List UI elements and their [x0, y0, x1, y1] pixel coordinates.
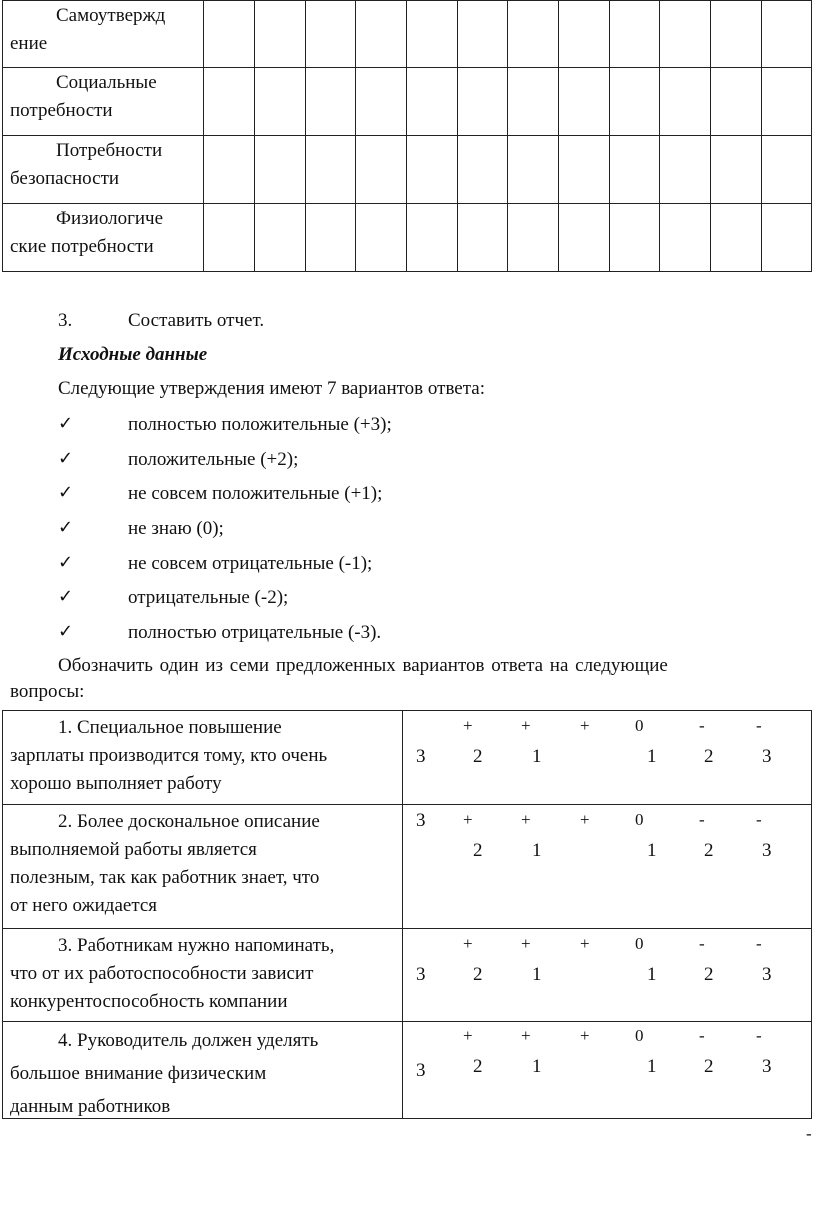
option-value[interactable]: 3 [416, 746, 426, 767]
option-sign: 0 [635, 1026, 644, 1045]
step-text: Составить отчет. [128, 310, 265, 331]
intro-text: Следующие утверждения имеют 7 вариантов ответа: [58, 378, 485, 399]
question-line: данным работников [10, 1096, 171, 1117]
option-sign: - [699, 934, 705, 953]
check-icon: ✓ [58, 621, 74, 642]
question-line: 3. Работникам нужно напоминать, [58, 935, 335, 956]
option-value[interactable]: 3 [762, 964, 772, 985]
question-text [10, 1024, 397, 1123]
needs-row-line: Потребности [56, 140, 163, 161]
option-sign: - [756, 934, 762, 953]
option-value[interactable]: 1 [647, 746, 657, 767]
option-value[interactable]: 1 [647, 1056, 657, 1077]
check-icon: ✓ [58, 448, 74, 469]
option-value[interactable]: 1 [532, 746, 542, 767]
option-sign: + [463, 934, 473, 953]
question-line: от него ожидается [10, 895, 158, 916]
variant-item: полностью положительные (+3); [128, 414, 392, 435]
option-sign: + [521, 934, 531, 953]
needs-row-label [10, 137, 200, 193]
option-value[interactable]: 2 [473, 1056, 483, 1077]
option-value[interactable]: 2 [704, 1056, 714, 1077]
option-value[interactable]: 3 [416, 964, 426, 985]
question-text [10, 932, 397, 1016]
option-sign: - [699, 1026, 705, 1045]
variant-item: не совсем отрицательные (-1); [128, 553, 373, 574]
variant-item: положительные (+2); [128, 449, 299, 470]
option-value[interactable]: 2 [704, 840, 714, 861]
needs-row-line: ение [10, 33, 48, 54]
needs-row-label [10, 2, 200, 58]
variant-item: полностью отрицательные (-3). [128, 622, 382, 643]
variant-item: не совсем положительные (+1); [128, 483, 383, 504]
source-heading: Исходные данные [58, 344, 208, 365]
option-sign: 0 [635, 810, 644, 829]
instruction-line: Обозначить один из семи предложенных вариантов ответа на следующие [58, 655, 668, 676]
option-value[interactable]: 1 [532, 840, 542, 861]
question-line: 4. Руководитель должен уделять [58, 1030, 319, 1051]
option-sign: + [463, 716, 473, 735]
variant-item: не знаю (0); [128, 518, 224, 539]
option-sign: + [580, 716, 590, 735]
option-value[interactable]: 1 [532, 964, 542, 985]
needs-row-line: Социальные [56, 72, 157, 93]
question-line: 1. Специальное повышение [58, 717, 282, 738]
check-icon: ✓ [58, 586, 74, 607]
option-value[interactable]: 3 [416, 810, 426, 831]
question-text [10, 808, 397, 920]
question-line: хорошо выполняет работу [10, 773, 222, 794]
needs-row-label [10, 69, 200, 125]
option-value[interactable]: 2 [473, 964, 483, 985]
question-line: что от их работоспособности зависит [10, 963, 314, 984]
option-value[interactable]: 1 [532, 1056, 542, 1077]
option-sign: + [580, 934, 590, 953]
option-sign: 0 [635, 934, 644, 953]
step-number: 3. [58, 310, 73, 331]
option-sign: + [463, 810, 473, 829]
option-sign: + [521, 810, 531, 829]
option-sign: - [756, 1026, 762, 1045]
instruction-line: вопросы: [10, 681, 85, 702]
option-value[interactable]: 1 [647, 964, 657, 985]
question-line: большое внимание физическим [10, 1063, 267, 1084]
question-text [10, 714, 397, 798]
question-line: полезным, так как работник знает, что [10, 867, 320, 888]
option-value[interactable]: 3 [416, 1060, 426, 1081]
option-sign: + [580, 1026, 590, 1045]
option-value[interactable]: 3 [762, 746, 772, 767]
option-value[interactable]: 2 [473, 840, 483, 861]
needs-row-line: Физиологиче [56, 208, 164, 229]
check-icon: ✓ [58, 552, 74, 573]
question-line: выполняемой работы является [10, 839, 257, 860]
option-sign: + [521, 716, 531, 735]
needs-row-line: потребности [10, 100, 113, 121]
question-line: зарплаты производится тому, кто очень [10, 745, 328, 766]
check-icon: ✓ [58, 517, 74, 538]
check-icon: ✓ [58, 482, 74, 503]
question-line: конкурентоспособность компании [10, 991, 288, 1012]
option-sign: - [756, 810, 762, 829]
option-sign: - [699, 716, 705, 735]
question-line: 2. Более доскональное описание [58, 811, 320, 832]
option-value[interactable]: 3 [762, 1056, 772, 1077]
option-value[interactable]: 2 [704, 964, 714, 985]
needs-row-line: Самоутвержд [56, 5, 166, 26]
option-value[interactable]: 2 [473, 746, 483, 767]
check-icon: ✓ [58, 413, 74, 434]
option-sign: + [521, 1026, 531, 1045]
option-sign: + [580, 810, 590, 829]
option-value[interactable]: 2 [704, 746, 714, 767]
option-sign: - [756, 716, 762, 735]
option-sign: + [463, 1026, 473, 1045]
needs-row-line: безопасности [10, 168, 120, 189]
needs-row-line: ские потребности [10, 236, 154, 257]
option-value[interactable]: 3 [762, 840, 772, 861]
option-sign: 0 [635, 716, 644, 735]
needs-row-label [10, 205, 200, 261]
trailing-mark: - [806, 1124, 812, 1143]
variant-item: отрицательные (-2); [128, 587, 289, 608]
option-sign: - [699, 810, 705, 829]
option-value[interactable]: 1 [647, 840, 657, 861]
